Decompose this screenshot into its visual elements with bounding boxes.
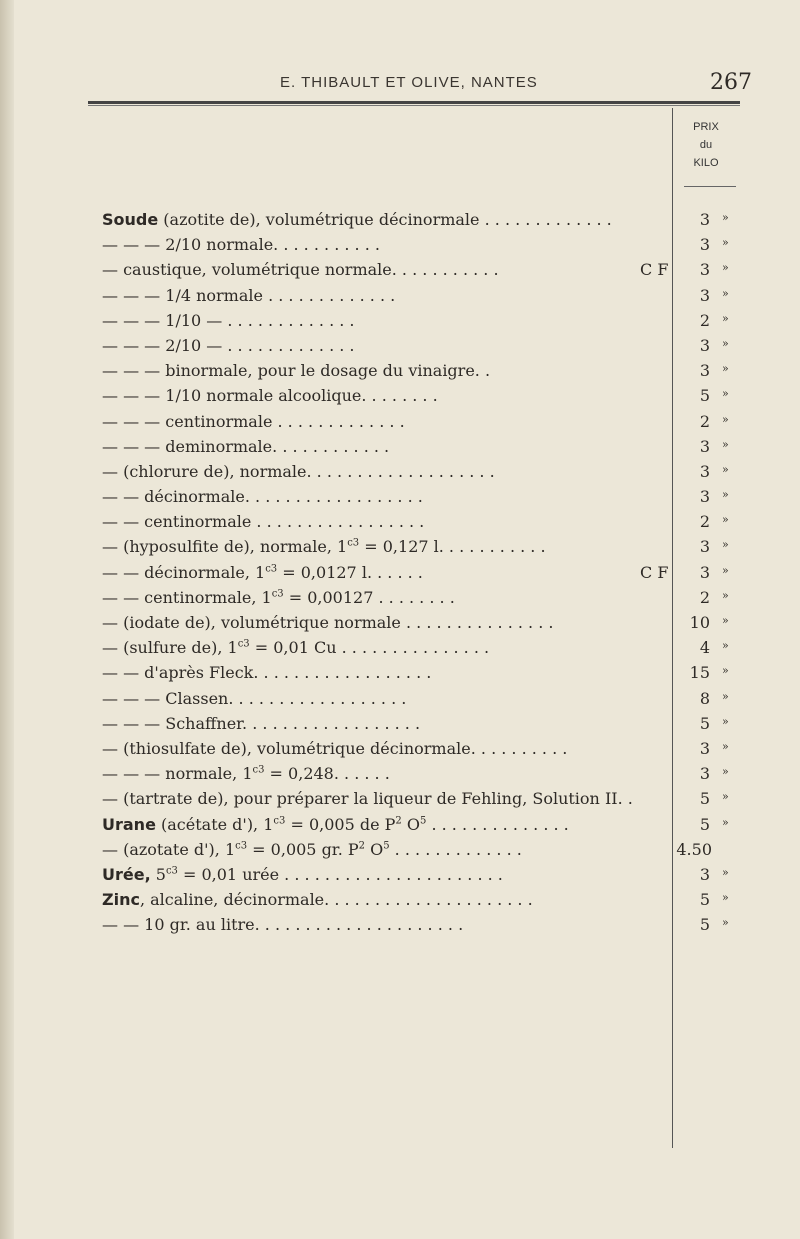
product-description [102,915,463,934]
description-text: , alcaline, décinormale. . . . . . . . . . . . . . . . . . . . . [139,890,533,910]
product-row [0,386,800,411]
price-value: 5 [699,789,710,809]
price-unit-mark: » [722,588,729,602]
price-value: 3 [699,235,710,255]
product-row [0,840,800,865]
product-row [0,361,800,386]
price-value: 3 [699,738,710,758]
product-row [0,487,800,512]
price-header-line-1: PRIX [693,121,719,133]
price-unit-mark: » [722,311,729,325]
description-text: (azotite de), volumétrique décinormale . . . . . . . . . . . . . [158,210,612,229]
price-unit-mark: » [722,689,729,703]
description-text: — caustique, volumétrique normale. . . . . . . . . . . [102,260,499,280]
price-value: 3 [699,537,710,557]
price-unit-mark: » [722,236,729,250]
product-description [102,537,546,556]
description-text: = 0,248. . . . . . [264,764,390,784]
product-description [102,260,499,279]
product-row [0,915,800,940]
price-value: 3 [699,562,710,582]
price-header-line-3: KILO [693,157,719,169]
price-unit-mark: » [722,286,729,300]
product-description [102,714,420,733]
superscript: c3 [165,865,178,877]
product-description [102,890,533,909]
product-description [102,512,424,531]
product-description [102,462,495,481]
description-text: = 0,005 de P [285,814,396,834]
price-unit-mark: » [722,865,729,879]
price-value: 3 [699,436,710,456]
product-row [0,764,800,789]
product-row [0,462,800,487]
cf-mark: C F [640,260,669,280]
price-unit-mark: » [722,488,729,502]
product-description [102,840,522,859]
description-text: — — — centinormale . . . . . . . . . . . . . [102,411,405,431]
product-list [0,210,800,940]
superscript: c3 [237,638,250,650]
product-row [0,512,800,537]
superscript: c3 [271,588,284,600]
description-text: — — — Classen. . . . . . . . . . . . . . . . . . [102,688,407,708]
description-text: O [401,814,420,834]
price-value: 3 [699,487,710,507]
product-row [0,412,800,437]
product-row [0,613,800,638]
price-value: 3 [699,335,710,355]
product-name: Soude [102,210,159,229]
product-description [102,361,490,380]
price-unit-mark: » [722,815,729,829]
price-column-header [676,118,736,172]
product-row [0,286,800,311]
description-text: — (iodate de), volumétrique normale . . . . . . . . . . . . . . . [102,613,554,632]
product-description [102,865,503,884]
product-row [0,588,800,613]
product-row [0,638,800,663]
price-value: 5 [699,814,710,834]
product-description [102,638,489,657]
description-text: — — décinormale. . . . . . . . . . . . . . . . . . [102,487,423,507]
product-row [0,865,800,890]
product-row [0,714,800,739]
running-head: E. THIBAULT ET OLIVE, NANTES [280,74,538,91]
description-text: — — — binormale, pour le dosage du vinaigre. . [102,361,491,381]
price-unit-mark: » [722,739,729,753]
product-description [102,613,553,632]
price-unit-mark: » [722,563,729,577]
product-description [102,235,380,254]
product-description [102,663,431,682]
description-text: — — centinormale . . . . . . . . . . . . . . . . . [102,512,425,532]
product-description [102,412,405,431]
price-unit-mark: » [722,639,729,653]
description-text: — — — 1/10 normale alcoolique. . . . . . . . [102,386,438,406]
superscript: 2 [395,815,402,827]
description-text: — — — Schaffner. . . . . . . . . . . . . . . . . . [102,713,421,733]
description-text: — — 10 gr. au litre. . . . . . . . . . . . . . . . . . . . . [102,915,464,935]
product-row [0,260,800,285]
price-unit-mark: » [722,211,729,224]
product-row [0,663,800,688]
description-text: (acétate d'), 1 [155,814,274,834]
superscript: c3 [235,840,248,852]
product-name: Zinc [102,890,140,910]
price-value: 10 [689,613,710,632]
price-header-line-2: du [699,139,713,151]
product-row [0,689,800,714]
product-description [102,764,390,783]
superscript: 5 [419,815,427,827]
description-text: — (thiosulfate de), volumétrique décinormale. . . . . . . . . . [102,738,568,758]
price-value: 5 [699,890,710,910]
price-unit-mark: » [722,916,729,930]
product-description [102,588,455,607]
description-text: — — d'après Fleck. . . . . . . . . . . . . . . . . . [102,663,432,683]
superscript: c3 [347,538,360,550]
price-unit-mark: » [722,714,729,728]
superscript: 5 [383,840,390,852]
superscript: 2 [358,840,366,852]
description-text: — — — 1/4 normale . . . . . . . . . . . . . [102,285,396,305]
price-value: 3 [699,210,710,229]
product-description [102,689,406,708]
description-text: = 0,01 urée . . . . . . . . . . . . . . . . . . . . . . [177,864,503,884]
header-rule-thin [88,105,740,106]
price-value: 2 [699,587,710,607]
price-value: 4.50 [676,839,712,859]
description-text: = 0,127 l. . . . . . . . . . . [359,537,546,557]
description-text: — — — 1/10 — . . . . . . . . . . . . . [102,310,355,330]
description-text: — (tartrate de), pour préparer la liqueur de Fehling, Solution II. . [102,789,633,809]
description-text: 5 [150,864,166,884]
superscript: c3 [252,764,265,776]
product-row [0,210,800,235]
description-text: — — — 2/10 normale. . . . . . . . . . . [102,235,380,255]
product-row [0,336,800,361]
price-value: 3 [699,285,710,305]
header-rule [88,101,740,104]
price-value: 3 [699,764,710,784]
price-unit-mark: » [722,336,729,350]
price-unit-mark: » [722,614,729,627]
price-value: 15 [689,663,710,683]
price-unit-mark: » [722,437,729,451]
product-row [0,789,800,814]
product-row [0,563,800,588]
price-value: 8 [699,688,710,708]
superscript: c3 [265,563,278,575]
product-description [102,311,355,330]
description-text: — (azotate d'), 1 [102,839,236,859]
description-text: . . . . . . . . . . . . . [389,839,522,859]
product-description [102,487,423,506]
price-value: 2 [699,310,710,330]
product-description [102,563,423,582]
price-unit-mark: » [722,412,729,426]
description-text: O [365,839,384,859]
price-value: 5 [699,386,710,406]
product-row [0,537,800,562]
product-description [102,739,567,758]
description-text: = 0,01 Cu . . . . . . . . . . . . . . . [249,638,490,658]
product-description [102,386,438,405]
product-row [0,235,800,260]
description-text: = 0,0127 l. . . . . . [277,562,423,582]
description-text: — (hyposulfite de), normale, 1 [102,537,348,557]
description-text: = 0,00127 . . . . . . . . [283,587,455,607]
page-number: 267 [710,70,752,95]
description-text: — — — normale, 1 [102,764,253,784]
description-text: — (chlorure de), normale. . . . . . . . . . . . . . . . . . . [102,461,495,481]
product-name: Urane [102,814,156,834]
product-row [0,739,800,764]
price-value: 3 [699,260,710,280]
description-text: — — — 2/10 — . . . . . . . . . . . . . [102,335,355,355]
price-value: 4 [699,638,710,658]
product-name: Urée, [102,864,151,884]
price-unit-mark: » [722,765,729,779]
price-value: 5 [699,915,710,935]
price-value: 2 [699,411,710,431]
description-text: — — décinormale, 1 [102,562,266,582]
product-description [102,336,355,355]
price-value: 3 [699,361,710,381]
product-row [0,815,800,840]
price-unit-mark: » [722,513,729,527]
price-unit-mark: » [722,891,729,905]
product-description [102,286,395,305]
description-text: — — centinormale, 1 [102,587,272,607]
price-value: 3 [699,461,710,481]
price-unit-mark: » [722,387,729,401]
price-value: 2 [699,512,710,532]
price-unit-mark: » [722,362,729,376]
description-text: — (sulfure de), 1 [102,638,238,658]
price-header-rule [684,186,736,187]
superscript: c3 [273,815,286,827]
product-description [102,789,633,808]
price-unit-mark: » [722,538,729,552]
cf-mark: C F [640,562,669,582]
product-description [102,210,612,229]
description-text: . . . . . . . . . . . . . . [426,814,569,834]
description-text: = 0,005 gr. P [247,839,359,859]
price-unit-mark: » [722,261,729,275]
product-row [0,890,800,915]
price-value: 3 [699,864,710,884]
price-unit-mark: » [722,790,729,804]
product-row [0,437,800,462]
product-description [102,815,569,834]
product-description [102,437,389,456]
price-unit-mark: » [722,462,729,476]
price-value: 5 [699,713,710,733]
description-text: — — — deminormale. . . . . . . . . . . . [102,436,390,456]
price-unit-mark: » [722,664,729,678]
product-row [0,311,800,336]
